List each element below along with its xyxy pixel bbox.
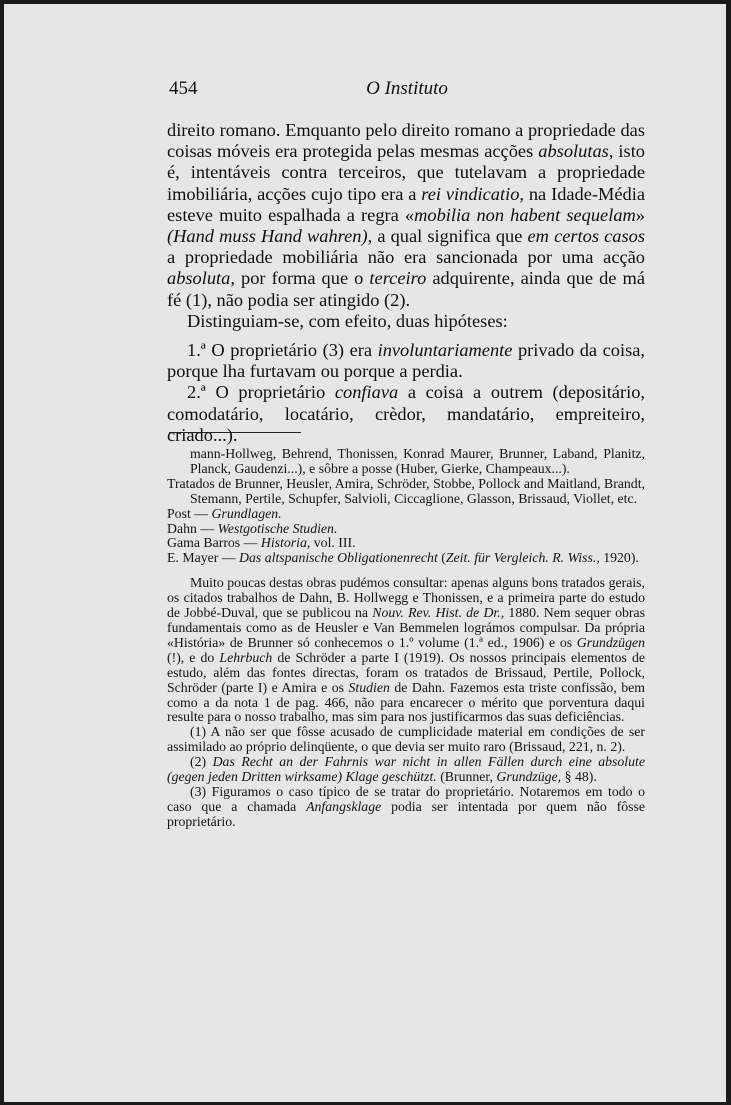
text-run: vol. III. [310, 535, 356, 551]
text-run: a qual significa que [372, 226, 528, 247]
italic-run: Anfangsklage [306, 798, 382, 814]
text-run: (!), e do [167, 649, 220, 665]
text-run: Muito poucas destas obras pudémos consultar: apenas alguns bons tratados gerais, os citados trabalhos de Dahn, B. Hollwegg e Thonissen, e a primeira parte do estudo de Jobbé-Duval, que se publicou na [167, 575, 645, 621]
italic-run: Nouv. Rev. Hist. de Dr., [372, 605, 505, 621]
italic-run: absolutas, [538, 141, 614, 162]
italic-run: Lehrbuch [219, 649, 273, 665]
body-paragraph [167, 311, 645, 332]
footnote-3 [167, 785, 645, 830]
running-title: O Instituto [366, 78, 448, 99]
italic-run: involuntariamente [377, 340, 513, 361]
text-run: Distinguiam-se, com efeito, duas hipóteses: [187, 310, 508, 331]
text-run: mann-Hollweg, Behrend, Thonissen, Konrad Maurer, Brunner, Laband, Planitz, Planck, Gaudenzi...), e sôbre a posse (Huber, Gierke, Champeaux...). [190, 446, 645, 476]
italic-run: Historia, [260, 535, 311, 551]
text-run: E. Mayer — [167, 550, 240, 566]
text-run: podia ser intentada por quem não fôsse proprietário. [167, 798, 645, 829]
body-paragraph [167, 120, 645, 311]
text-run: Tratados de Brunner, Heusler, Amira, Schröder, Stobbe, Pollock and Maitland, Brandt, Stemann, Pertile, Schupfer, Salvioli, Ciccaglione, Glasson, Brissaud, Viollet, etc. [167, 475, 645, 506]
text-run: 1920). [599, 550, 639, 566]
text-run: direito romano. Emquanto pelo direito romano a propriedade das coisas móveis era protegida pelas mesmas acções [167, 120, 645, 162]
italic-run: Grundzügen [576, 634, 645, 650]
italic-run: Das altspanische Obligationenrecht [239, 550, 438, 566]
italic-run: terceiro [369, 268, 427, 289]
main-text [167, 120, 645, 446]
text-run: Post — [167, 505, 212, 521]
page-number: 454 [169, 78, 198, 99]
italic-run: mobilia non habent sequelam [414, 204, 636, 225]
page-header [169, 78, 645, 102]
italic-run: confiava [334, 382, 399, 403]
text-run: 1880. Nem sequer obras fundamentais como as de Heusler e Van Bemmelen lográmos compulsar. Da própria «História» de Brunner só conhecemos o 1.º volume (1.ª ed., 1906) e os [167, 605, 645, 650]
footnote-2 [167, 755, 645, 785]
text-run: (3) Figuramos o caso típico de se tratar do proprietário. Notaremos em todo o caso que a chamada [167, 783, 645, 814]
italic-run: Zeit. für Vergleich. R. Wiss., [445, 550, 600, 566]
note-paragraph [167, 576, 645, 725]
hypothesis-item [167, 340, 645, 382]
text-run: isto é, intentáveis contra terceiros, que tutelavam a propriedade imobiliária, acções cujo tipo era a [167, 141, 645, 204]
italic-run: Grundzüge, [496, 769, 562, 785]
bibliography-entry [167, 551, 645, 566]
text-run: a propriedade mobiliária não era sancionada por uma acção [167, 247, 645, 268]
bibliography-entry [167, 507, 645, 522]
italic-run: Westgotische Studien. [217, 520, 338, 536]
italic-run: Das Recht an der Fahrnis war nicht in allen Fällen durch eine absolute (gegen jeden Dritten wirksame) Klage geschützt. [167, 754, 645, 785]
italic-run: rei vindicatio, [421, 183, 525, 204]
italic-run: (Hand muss Hand wahren), [167, 226, 373, 247]
text-run: a coisa a outrem (depositário, comodatário, locatário, crèdor, mandatário, empreiteiro, criado...). [167, 382, 645, 445]
text-run: (Brunner, [436, 769, 497, 785]
text-run: ( [437, 550, 446, 566]
bibliography-entry [167, 536, 645, 551]
bibliography-entry [167, 522, 645, 537]
text-run: por forma que o [234, 268, 370, 289]
bibliography-entry [167, 477, 645, 507]
hypothesis-item [167, 382, 645, 446]
footnotes [167, 447, 645, 830]
text-run: 2.ª O proprietário [187, 382, 335, 403]
text-run: § 48). [561, 769, 597, 785]
italic-run: Grundlagen. [211, 505, 282, 521]
text-run: de Schröder a parte I (1919). Os nossos principais elementos de estudo, além das fontes directas, foram os tratados de Brissaud, Pertile, Pollock, Schröder (parte I) e Amira e os [167, 649, 645, 695]
text-run: (1) A não ser que fôsse acusado de cumplicidade material em condições de ser assimilado ao próprio delinqüente, o que devia ser muito raro (Brissaud, 221, n. 2). [167, 724, 645, 755]
italic-run: absoluta, [167, 268, 235, 289]
text-run: adquirente, ainda que de má fé (1), não podia ser atingido (2). [167, 268, 645, 310]
footnote-1 [167, 725, 645, 755]
italic-run: Studien [348, 679, 390, 695]
text-run: de Dahn. Fazemos esta triste confissão, bem como a da nota 1 de pag. 466, não para encarecer o mérito que porventura daqui resulte para o nosso trabalho, mas sim para nos justificarmos das suas deficiências. [167, 679, 645, 725]
text-run: na Idade-Média esteve muito espalhada a regra « [167, 183, 646, 225]
italic-run: em certos casos [527, 226, 646, 247]
text-run: (2) [190, 754, 213, 770]
text-run: 1.ª O proprietário (3) era [187, 340, 378, 361]
footnote-rule [169, 432, 301, 433]
text-run: » [635, 204, 645, 225]
bibliography-continuation [167, 447, 645, 477]
text-run: Gama Barros — [167, 535, 261, 551]
text-run: privado da coisa, porque lha furtavam ou porque a perdia. [167, 340, 645, 382]
book-page [4, 4, 726, 1102]
text-run: Dahn — [167, 520, 218, 536]
